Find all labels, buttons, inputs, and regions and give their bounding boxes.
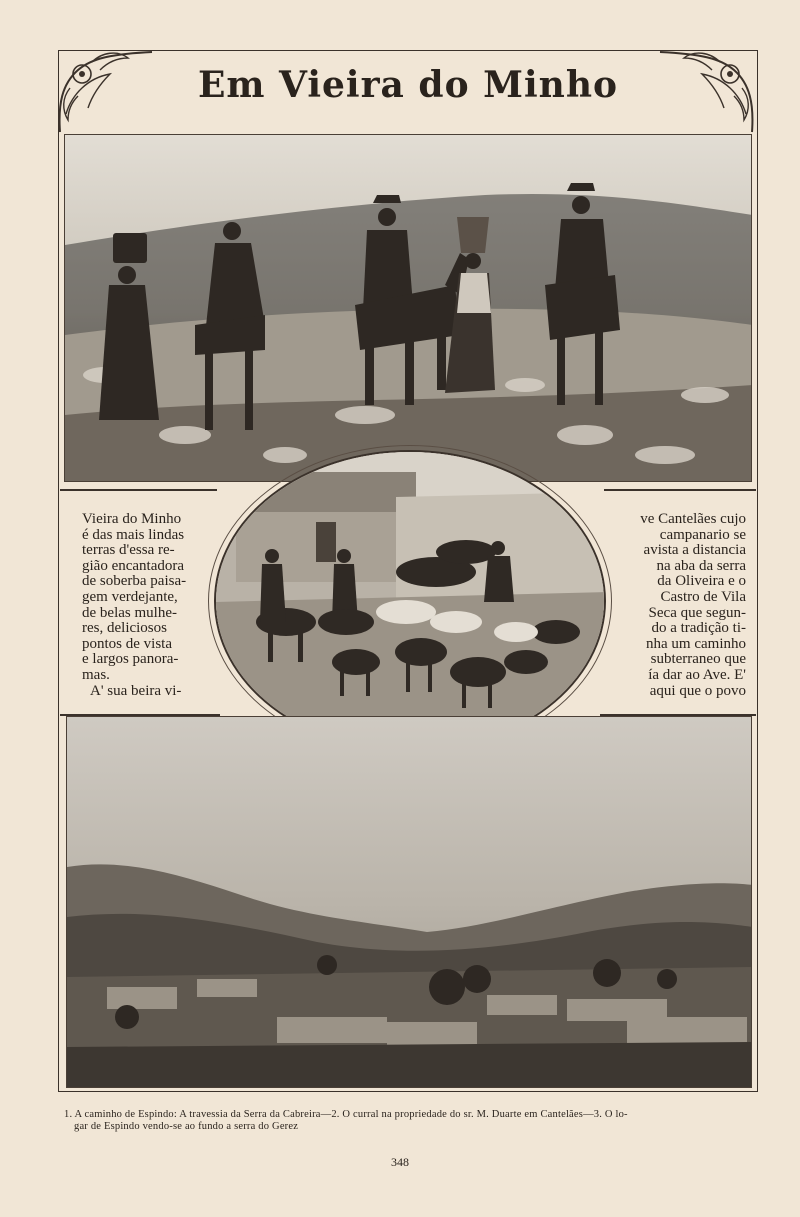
text-line: Castro de Vila xyxy=(660,588,746,605)
text-line: Seca que segun- xyxy=(648,604,746,621)
text-line: e largos panora- xyxy=(82,651,179,668)
text-line: da Oliveira e o xyxy=(657,573,746,590)
text-line: de belas mulhe- xyxy=(82,604,177,621)
page-title: Em Vieira do Minho xyxy=(197,64,619,106)
text-line: terras d'essa re- xyxy=(82,542,175,559)
text-line: avista a distancia xyxy=(643,542,746,559)
text-line: gem verdejante, xyxy=(82,588,178,605)
text-line: Vieira do Minho xyxy=(82,511,182,527)
text-line: res, deliciosos xyxy=(82,620,167,637)
text-line: aqui que o povo xyxy=(649,682,746,699)
text-line: nha um caminho xyxy=(646,635,746,652)
text-line: de soberba paisa- xyxy=(82,573,187,590)
text-line: A' sua beira vi- xyxy=(90,682,182,699)
text-line: é das mais lindas xyxy=(82,526,185,543)
text-line: pontos de vista xyxy=(82,635,172,652)
text-line: do a tradição ti- xyxy=(651,620,746,637)
article-text-left xyxy=(82,512,212,699)
text-line: mas. xyxy=(82,666,110,683)
text-line: subterraneo que xyxy=(650,651,746,668)
text-line: ve Cantelães cujo xyxy=(640,511,746,527)
text-line: campanario se xyxy=(659,526,746,543)
text-line: gião encantadora xyxy=(82,557,185,574)
figure-caption xyxy=(64,1109,758,1133)
photo-mountain-crossing xyxy=(64,134,752,482)
text-line: ía dar ao Ave. E' xyxy=(648,666,746,683)
photo-corral-oval xyxy=(214,450,606,752)
caption-line: 1. A caminho de Espindo: A travessia da Serra da Cabreira—2. O curral na propriedade do sr. M. Duarte em Cantelães—3. O lo- xyxy=(64,1109,628,1120)
article-text-right xyxy=(606,512,746,699)
text-line: na aba da serra xyxy=(656,557,746,574)
middle-band-top-rule-right xyxy=(604,489,756,491)
caption-line: gar de Espindo vendo-se ao fundo a serra do Gerez xyxy=(74,1121,299,1132)
photo-espindo-village xyxy=(66,716,752,1088)
page-number: 348 xyxy=(391,1155,409,1169)
middle-band-top-rule xyxy=(60,489,217,491)
